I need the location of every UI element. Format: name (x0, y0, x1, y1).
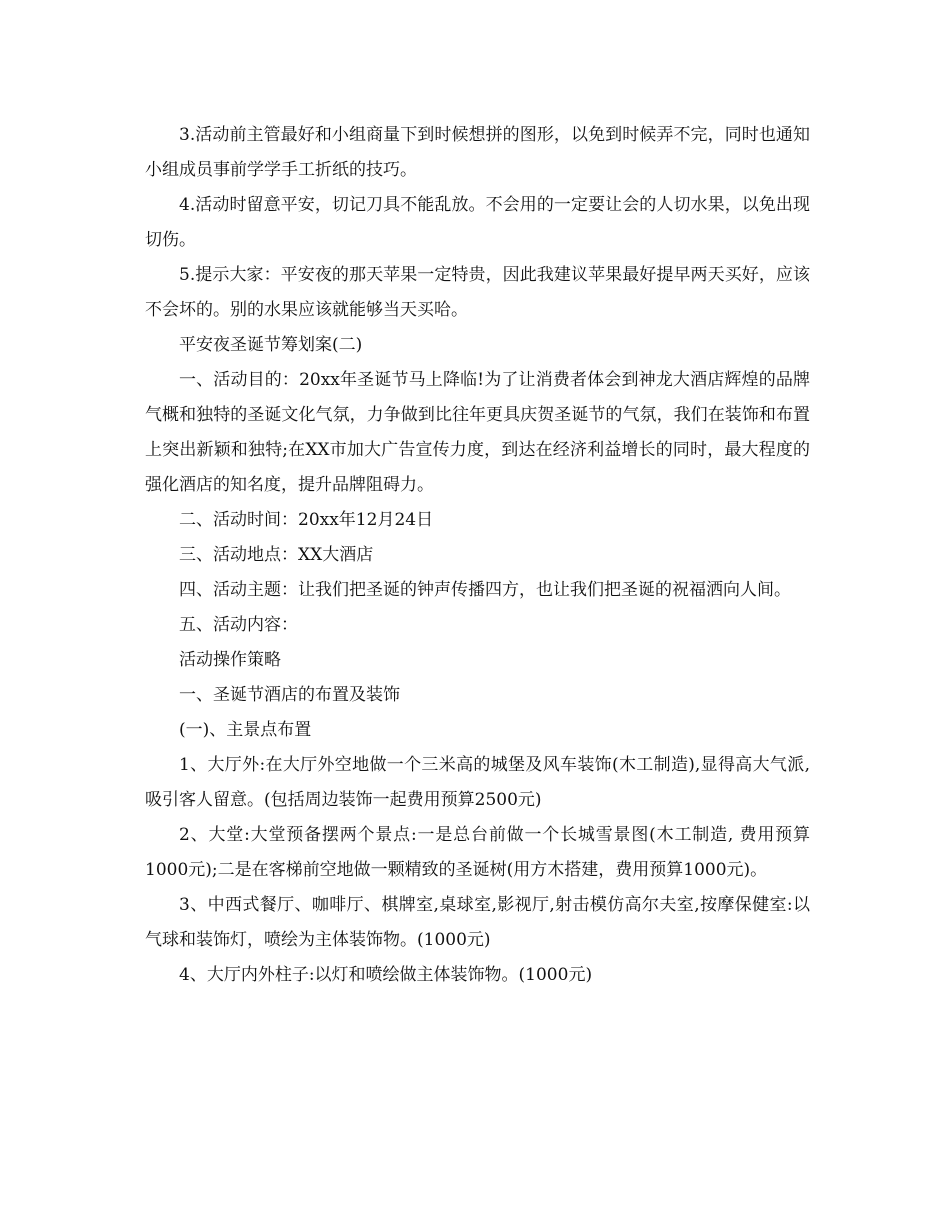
paragraph-time: 二、活动时间：20xx年12月24日 (179, 510, 434, 530)
paragraph-item-4: 4、大厅内外柱子:以灯和喷绘做主体装饰物。(1000元) (179, 965, 593, 985)
section-title: 平安夜圣诞节筹划案(二) (179, 335, 363, 355)
paragraph-purpose: 一、活动目的：20xx年圣诞节马上降临!为了让消费者体会到神龙大酒店辉煌的品牌气概和独特的圣诞文化气氛，力争做到比往年更具庆贺圣诞节的气氛，我们在装饰和布置上突出新颖和独特;在XX市加大广告宣传力度，到达在经济利益增长的同时，最大程度的强化酒店的知名度，提升品牌阻碍力。 (145, 370, 810, 495)
paragraph-decoration-heading: 一、圣诞节酒店的布置及装饰 (179, 685, 400, 705)
paragraph-content-heading: 五、活动内容： (179, 615, 298, 635)
paragraph-location: 三、活动地点：XX大酒店 (179, 545, 374, 565)
paragraph-item-3: 3、中西式餐厅、咖啡厅、棋牌室,桌球室,影视厅,射击模仿高尔夫室,按摩保健室:以气球和装饰灯，喷绘为主体装饰物。(1000元) (145, 895, 810, 950)
document-body (145, 118, 810, 993)
paragraph-theme: 四、活动主题：让我们把圣诞的钟声传播四方，也让我们把圣诞的祝福洒向人间。 (179, 580, 791, 600)
paragraph-item-2: 2、大堂:大堂预备摆两个景点:一是总台前做一个长城雪景图(木工制造, 费用预算1000元);二是在客梯前空地做一颗精致的圣诞树(用方木搭建，费用预算1000元)。 (145, 825, 810, 880)
paragraph-note-3: 3.活动前主管最好和小组商量下到时候想拼的图形，以免到时候弄不完，同时也通知小组成员事前学学手工折纸的技巧。 (145, 125, 810, 180)
paragraph-main-scene-heading: (一)、主景点布置 (179, 720, 312, 740)
paragraph-note-5: 5.提示大家：平安夜的那天苹果一定特贵，因此我建议苹果最好提早两天买好，应该不会坏的。别的水果应该就能够当天买哈。 (145, 265, 810, 320)
paragraph-strategy-heading: 活动操作策略 (179, 650, 281, 670)
paragraph-item-1: 1、大厅外:在大厅外空地做一个三米高的城堡及风车装饰(木工制造),显得高大气派,吸引客人留意。(包括周边装饰一起费用预算2500元) (145, 755, 810, 810)
paragraph-note-4: 4.活动时留意平安，切记刀具不能乱放。不会用的一定要让会的人切水果，以免出现切伤。 (145, 195, 810, 250)
